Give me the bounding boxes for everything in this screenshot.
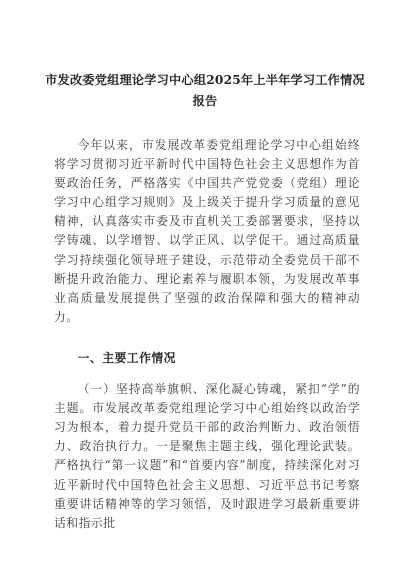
section-paragraph: （一）坚持高举旗帜、深化凝心铸魂，紧扣“学”的主题。市发展改革委党组理论学习中心组始终以政治学习为根本，着力提升党员干部的政治判断力、政治领悟力、政治执行力。一是聚焦主题主线，强化理论武装。严格执行“第一议题”和“首要内容”制度，持续深化对习近平新时代中国特色社会主义思想、习近平总书记考察重要讲话精神等的学习领悟，及时跟进学习最新重要讲话和指示批 (54, 382, 360, 530)
document-title: 市发改委党组理论学习中心组2025年上半年学习工作情况报告 (45, 73, 365, 108)
intro-paragraph: 今年以来，市发展改革委党组理论学习中心组始终将学习贯彻习近平新时代中国特色社会主义思想作为首要政治任务，严格落实《中国共产党党委（党组）理论学习中心组学习规则》及上级关于提升学习质量的意见精神，认真落实市委及市直机关工委部署要求，坚持以学铸魂、以学增智、以学正风、以学促干。通过高质量学习持续强化领导班子建设，示范带动全委党员干部不断提升政治能力、理论素养与履职本领，为发展改革事业高质量发展提供了坚强的政治保障和强大的精神动力。 (54, 138, 360, 324)
section-heading: 一、主要工作情况 (77, 350, 176, 365)
document-body (54, 136, 360, 533)
